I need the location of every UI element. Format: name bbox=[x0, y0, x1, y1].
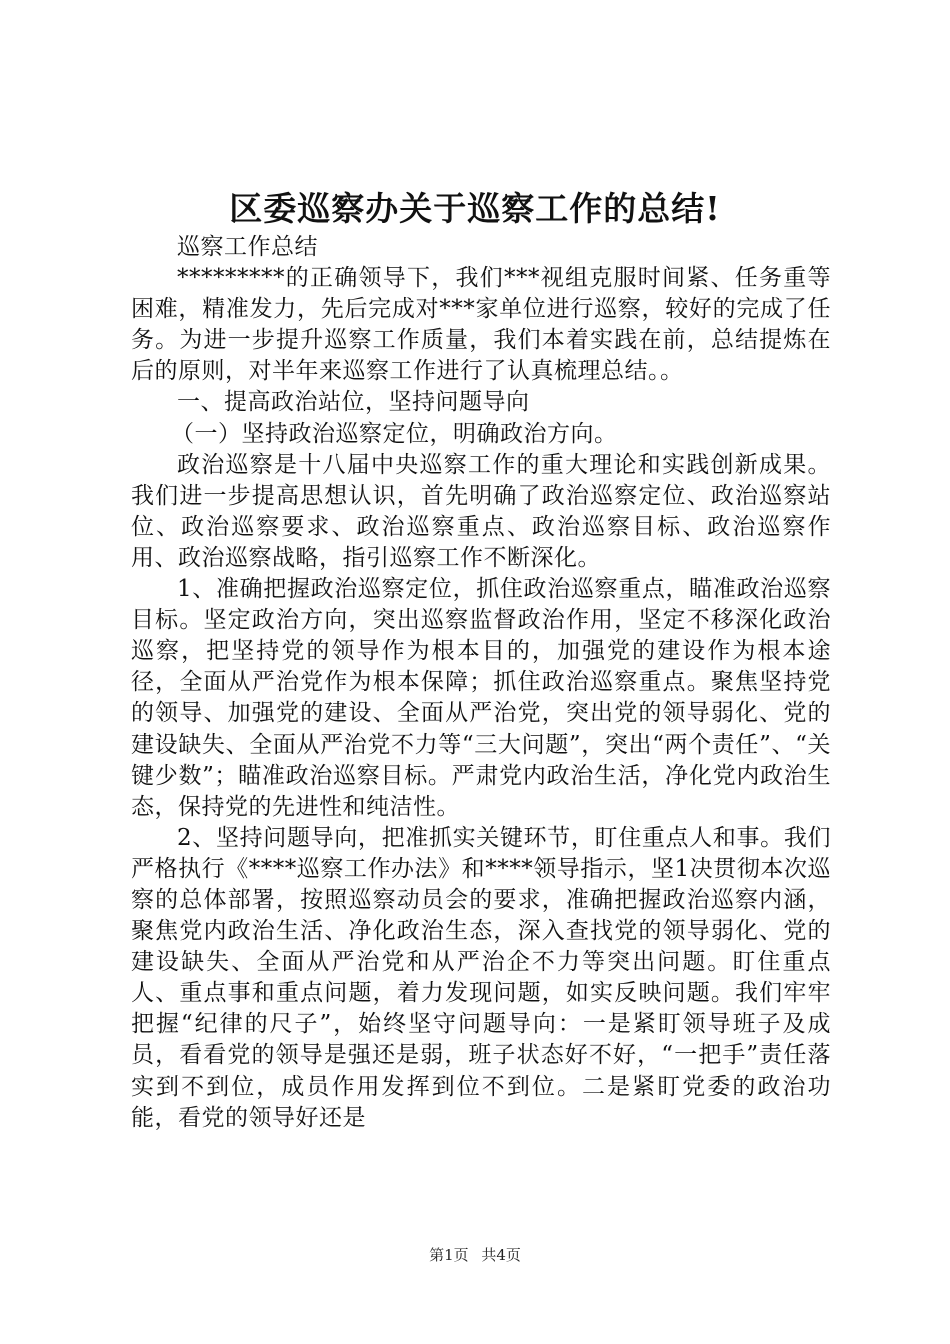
document-body bbox=[131, 232, 831, 1134]
page-footer bbox=[0, 1245, 950, 1265]
paragraph-intro: *********的正确领导下，我们***视组克服时间紧、任务重等困难，精准发力，先后完成对***家单位进行巡察，较好的完成了任务。为进一步提升巡察工作质量，我们本着实践在前，总结提炼在后的原则，对半年来巡察工作进行了认真梳理总结。。 bbox=[131, 265, 831, 385]
paragraph-political-inspection: 政治巡察是十八届中央巡察工作的重大理论和实践创新成果。我们进一步提高思想认识，首先明确了政治巡察定位、政治巡察站位、政治巡察要求、政治巡察重点、政治巡察目标、政治巡察作用、政治巡察战略，指引巡察工作不断深化。 bbox=[131, 451, 831, 571]
document-title: 区委巡察办关于巡察工作的总结! bbox=[229, 189, 721, 228]
paragraph-heading-summary: 巡察工作总结 bbox=[177, 234, 318, 260]
paragraph-item-1: 1、准确把握政治巡察定位，抓住政治巡察重点，瞄准政治巡察目标。坚定政治方向，突出巡察监督政治作用，坚定不移深化政治巡察，把坚持党的领导作为根本目的，加强党的建设作为根本途径，全面从严治党作为根本保障；抓住政治巡察重点。聚焦坚持党的领导、加强党的建设、全面从严治党，突出党的领导弱化、党的建设缺失、全面从严治党不力等“三大问题”，突出“两个责任”、“关键少数”；瞄准政治巡察目标。严肃党内政治生活，净化党内政治生态，保持党的先进性和纯洁性。 bbox=[131, 576, 831, 820]
page-number-current: 第1页 bbox=[429, 1246, 469, 1264]
page-number-total: 共4页 bbox=[481, 1246, 521, 1264]
section-heading-1: 一、提高政治站位，坚持问题导向 bbox=[177, 389, 530, 416]
subsection-heading-1: （一）坚持政治巡察定位，明确政治方向。 bbox=[171, 420, 618, 447]
paragraph-item-2: 2、坚持问题导向，把准抓实关键环节，盯住重点人和事。我们严格执行《****巡察工作办法》和****领导指示，坚1决贯彻本次巡察的总体部署，按照巡察动员会的要求，准确把握政治巡察内涵，聚焦党内政治生活、净化政治生态，深入查找党的领导弱化、党的建设缺失、全面从严治党和从严治企不力等突出问题。盯住重点人、重点事和重点问题，着力发现问题，如实反映问题。我们牢牢把握“纪律的尺子”，始终坚守问题导向：一是紧盯领导班子及成员，看看党的领导是强还是弱，班子状态好不好，“一把手”责任落实到不到位，成员作用发挥到位不到位。二是紧盯党委的政治功能，看党的领导好还是 bbox=[131, 824, 831, 1131]
